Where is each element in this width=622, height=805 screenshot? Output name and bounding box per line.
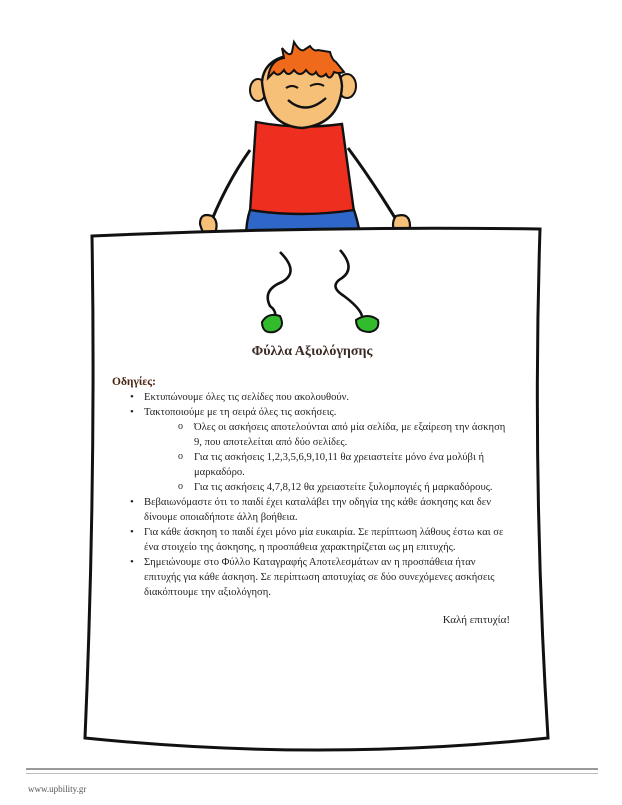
instructions-panel <box>112 340 512 626</box>
list-item <box>130 405 512 495</box>
shirt <box>250 122 354 216</box>
list-item-text: Τακτοποιούμε με τη σειρά όλες τις ασκήσεις. <box>144 407 337 418</box>
sub-list-item: o Για τις ασκήσεις 4,7,8,12 θα χρειαστείτε ξυλομπογιές ή μαρκαδόρους. <box>178 480 512 495</box>
list-item: • Βεβαιωνόμαστε ότι το παιδί έχει καταλάβει την οδηγία της κάθε άσκησης και δεν δίνουμε οποιαδήποτε άλλη βοήθεια. <box>130 495 512 525</box>
footer-divider <box>26 773 598 774</box>
sub-list-item: o Όλες οι ασκήσεις αποτελούνται από μία σελίδα, με εξαίρεση την άσκηση 9, που αποτελείται από δύο σελίδες. <box>178 420 512 450</box>
footer-divider <box>26 768 598 770</box>
instructions-list <box>112 390 512 600</box>
sub-list-item: o Για τις ασκήσεις 1,2,3,5,6,9,10,11 θα χρειαστείτε μόνο ένα μολύβι ή μαρκαδόρο. <box>178 450 512 480</box>
instructions-heading: Οδηγίες: <box>112 376 156 388</box>
page-title: Φύλλα Αξιολόγησης <box>251 344 373 359</box>
sub-list <box>144 420 512 495</box>
left-shoe <box>262 315 282 332</box>
right-shoe <box>356 316 378 332</box>
footer-url: www.upbility.gr <box>28 784 87 794</box>
list-item: • Για κάθε άσκηση το παιδί έχει μόνο μία ευκαιρία. Σε περίπτωση λάθους έστω και σε ένα στοιχείο της άσκησης, η προσπάθεια χαρακτηρίζεται ως μη επιτυχής. <box>130 525 512 555</box>
list-item: • Εκτυπώνουμε όλες τις σελίδες που ακολουθούν. <box>130 390 512 405</box>
list-item: • Σημειώνουμε στο Φύλλο Καταγραφής Αποτελεσμάτων αν η προσπάθεια ήταν επιτυχής για κάθε άσκηση. Σε περίπτωση αποτυχίας σε δύο συνεχόμενες ασκήσεις διακόπτουμε την αξιολόγηση. <box>130 555 512 600</box>
closing-text: Καλή επιτυχία! <box>442 614 510 626</box>
